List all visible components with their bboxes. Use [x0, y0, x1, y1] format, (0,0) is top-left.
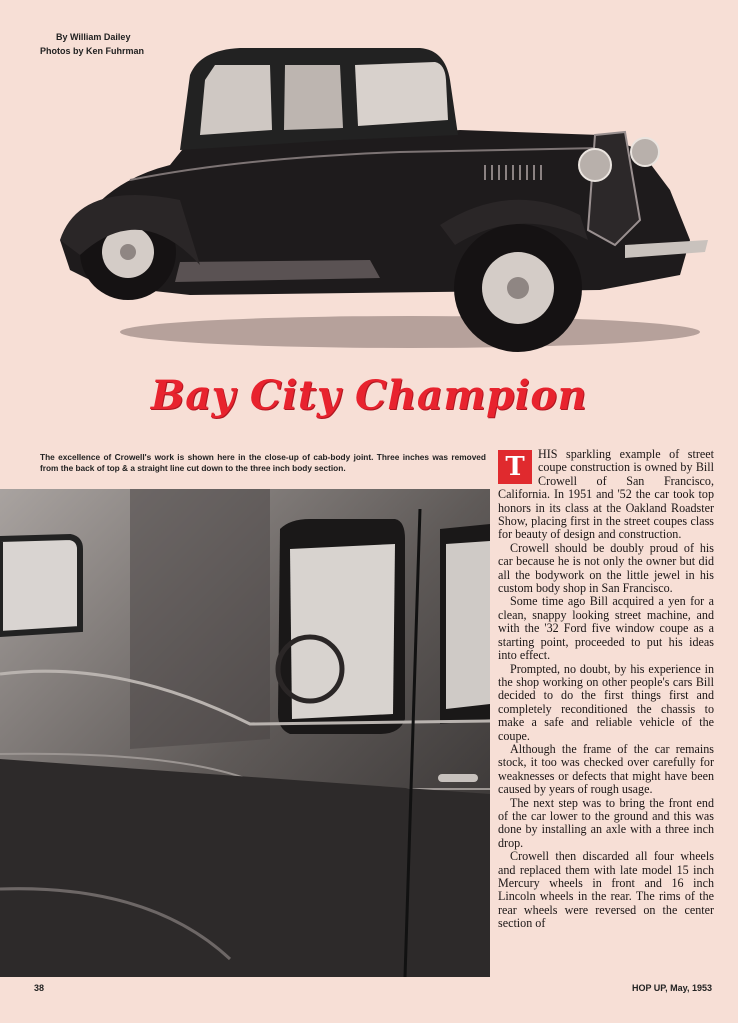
- article-paragraph: Crowell then discarded all four wheels and replaced them with late model 15 inch Mercury wheels in front and 16 inch Lincoln wheels in the rear. The rims of the rear wheels were reversed on the center section of: [498, 849, 714, 931]
- coupe-photo: [40, 40, 712, 360]
- article-paragraph: Although the frame of the car remains stock, it too was checked over carefully for weaknesses or defects that might have been caused by years of rough usage.: [498, 741, 714, 797]
- author-credit: By William Dailey: [56, 32, 131, 42]
- headline: Bay City Champion: [150, 372, 588, 419]
- photographer-credit: Photos by Ken Fuhrman: [40, 46, 145, 56]
- photo-caption: The excellence of Crowell's work is shown here in the close-up of cab-body joint. Three inches was removed from the back of top & a straight line cut down to the three inch body section.: [40, 452, 486, 473]
- article-paragraph: HIS sparkling example of street coupe construction is owned by Bill Crowell of San Francisco, California. In 1951 and '52 the car took top honors in its class at the Oakland Roadster Show, placing first in the street coupes class for beauty of design and construction.: [498, 447, 714, 542]
- page-number: 38: [34, 983, 45, 993]
- article-paragraph: Some time ago Bill acquired a yen for a clean, snappy looking street machine, and with the '32 Ford five window coupe as a starting point, proceeded to put his ideas into effect.: [498, 594, 714, 663]
- drop-cap: T: [498, 450, 532, 484]
- article-paragraph: Crowell should be doubly proud of his car because he is not only the owner but did all the bodywork on the little jewel in his custom body shop in San Francisco.: [498, 540, 714, 596]
- article-paragraph: Prompted, no doubt, by his experience in the shop working on other people's cars Bill decided to do the first things first and completely reconditioned the chassis to make a safe and reliable vehicle of the coupe.: [498, 661, 714, 743]
- article-paragraph: The next step was to bring the front end of the car lower to the ground and this was done by installing an axle with a three inch drop.: [498, 795, 714, 850]
- publication-footer: HOP UP, May, 1953: [631, 983, 712, 993]
- article-body: [498, 448, 714, 931]
- cab-body-detail-photo: [0, 489, 490, 977]
